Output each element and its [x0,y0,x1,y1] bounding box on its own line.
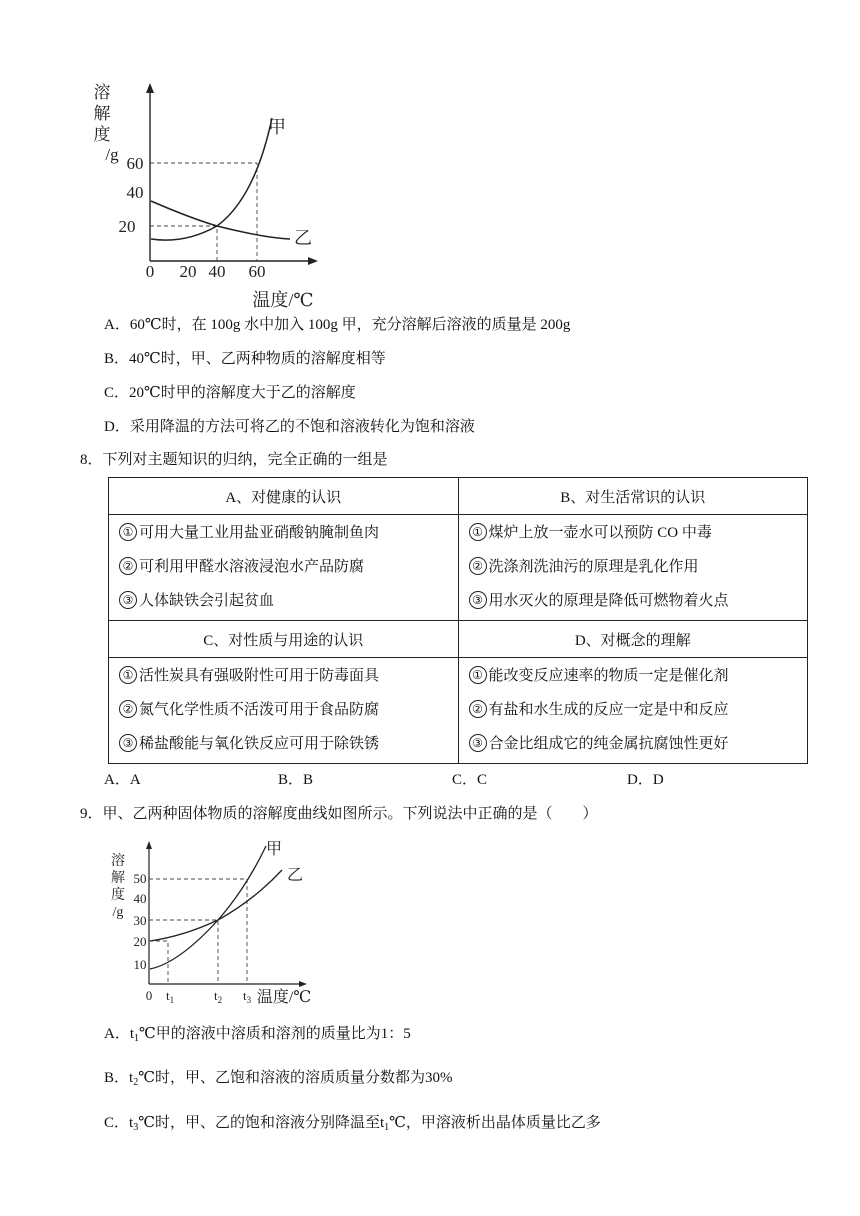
chart2-ytick-20: 20 [133,934,147,949]
q8-c-item-1: 活性炭具有强吸附性可用于防毒面具 [139,668,380,684]
q8-cell-c [109,658,459,764]
chart2-ylabel-4: /g [112,905,124,920]
chart2-curve-jia [150,846,266,969]
solubility-chart-2 [104,838,314,1008]
q8-table [108,477,808,764]
chart1-x-arrow [308,257,318,265]
q8-b-item-3: 用水灭火的原理是降低可燃物着火点 [488,593,729,609]
q8-header-a: A、对健康的认识 [109,478,459,515]
q8-a-item-1: 可用大量工业用盐亚硝酸钠腌制鱼肉 [139,525,380,541]
chart1-xlabel: 温度/℃ [252,290,314,310]
chart1-xtick-60: 60 [248,262,266,281]
q9-option-a: A．$t_1℃$甲的溶液中溶质和溶剂的质量比为1：5 [104,1026,411,1044]
q8-c-item-2: 氮气化学性质不活泼可用于食品防腐 [139,702,380,718]
chart2-x-arrow [299,981,307,987]
chart1-y-arrow [146,83,154,93]
q9-option-b: B．$t_2℃$时，甲、乙饱和溶液的溶质质量分数都为30% [104,1070,453,1088]
q8-d-item-1: 能改变反应速率的物质一定是催化剂 [488,668,729,684]
q9-stem: 9．甲、乙两种固体物质的溶解度曲线如图所示。下列说法中正确的是（ ） [80,806,598,822]
q8-option-c: C．C [452,772,488,788]
chart2-xlabel: 温度/℃ [256,989,312,1006]
marker-2: ② [119,557,137,575]
marker-3: ③ [119,734,137,752]
q8-d-item-3: 合金比组成它的纯金属抗腐蚀性更好 [488,736,729,752]
chart2-curve-yi [150,870,282,941]
q7-option-d: D．采用降温的方法可将乙的不饱和溶液转化为饱和溶液 [104,419,475,435]
q8-header-d: D、对概念的理解 [458,621,808,658]
marker-3: ③ [469,591,487,609]
solubility-chart-1 [90,78,340,313]
q7-option-b: B．40℃时，甲、乙两种物质的溶解度相等 [104,351,386,367]
q7-option-a: A．60℃时，在 100g 水中加入 100g 甲，充分溶解后溶液的质量是 200g [104,317,571,333]
marker-1: ① [119,523,137,541]
q8-header-b: B、对生活常识的认识 [458,478,808,515]
chart2-ytick-30: 30 [133,913,147,928]
q8-stem: 8．下列对主题知识的归纳，完全正确的一组是 [80,452,388,468]
chart1-curve-yi [151,201,290,239]
marker-1: ① [119,666,137,684]
chart2-xtick-0: 0 [145,988,153,1003]
q8-a-item-3: 人体缺铁会引起贫血 [139,593,275,609]
chart1-xtick-20: 20 [179,262,197,281]
marker-2: ② [119,700,137,718]
q8-cell-b [458,515,808,621]
chart1-xtick-0: 0 [145,262,155,281]
q8-b-item-2: 洗涤剂洗油污的原理是乳化作用 [488,559,699,575]
chart1-ytick-20: 20 [118,217,136,236]
chart2-ytick-10: 10 [133,957,147,972]
q8-cell-d [458,658,808,764]
q8-header-c: C、对性质与用途的认识 [109,621,459,658]
chart2-ytick-50: 50 [133,871,147,886]
chart2-xtick-t3: $t_3$ [243,988,252,1005]
chart2-ylabel-3: 度 [111,888,125,903]
chart2-guide-50 [149,879,247,984]
q8-d-item-2: 有盐和水生成的反应一定是中和反应 [488,702,729,718]
chart1-series-jia: 甲 [268,117,286,137]
chart1-ylabel-2: 解 [93,104,111,123]
q8-a-item-2: 可利用甲醛水溶液浸泡水产品防腐 [139,559,365,575]
chart2-xtick-t1: $t_1$ [166,988,175,1005]
chart1-ylabel-3: 度 [93,125,111,144]
chart1-ytick-40: 40 [126,183,144,202]
marker-1: ① [469,523,487,541]
chart1-ylabel-1: 溶 [93,83,111,102]
q8-cell-a [109,515,459,621]
q8-c-item-3: 稀盐酸能与氧化铁反应可用于除铁锈 [139,736,380,752]
chart2-series-jia: 甲 [266,841,283,858]
chart1-ylabel-4: /g [105,145,119,164]
chart2-ytick-40: 40 [133,891,147,906]
chart1-curve-jia [151,118,272,240]
chart1-ytick-60: 60 [126,154,144,173]
chart2-ylabel-1: 溶 [111,854,125,869]
chart2-xtick-t2: $t_2$ [214,988,223,1005]
q7-option-c: C．20℃时甲的溶解度大于乙的溶解度 [104,385,356,401]
marker-1: ① [469,666,487,684]
q8-option-a: A．A [104,772,141,788]
marker-2: ② [469,700,487,718]
q9-option-c: C．$t_3℃$时，甲、乙的饱和溶液分别降温至$t_1℃$，甲溶液析出晶体质量比乙多 [104,1115,601,1133]
chart2-ylabel-2: 解 [111,871,125,886]
chart1-guide-60 [150,163,257,261]
q8-b-item-1: 煤炉上放一壶水可以预防 CO 中毒 [488,525,712,541]
chart2-guide-20 [149,941,168,984]
marker-2: ② [469,557,487,575]
chart2-series-yi: 乙 [287,867,304,884]
chart1-series-yi: 乙 [294,228,312,248]
q8-option-d: D．D [627,772,664,788]
marker-3: ③ [119,591,137,609]
chart1-xtick-40: 40 [208,262,226,281]
marker-3: ③ [469,734,487,752]
q8-option-b: B．B [278,772,314,788]
chart2-y-arrow [146,841,152,849]
